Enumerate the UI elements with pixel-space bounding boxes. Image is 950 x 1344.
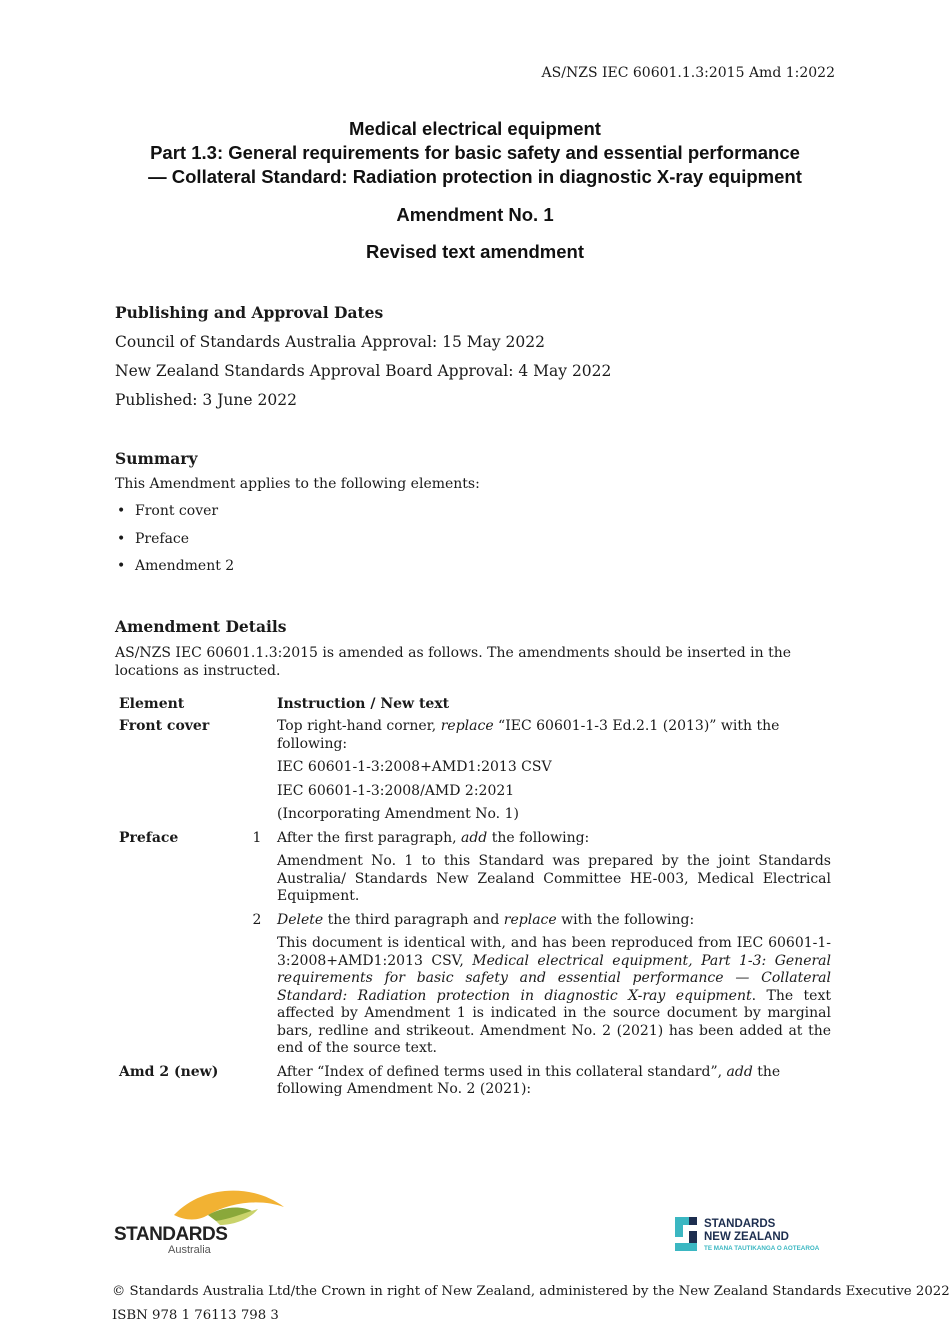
element-preface: Preface	[119, 829, 179, 846]
preface-item-number: 1	[252, 829, 262, 846]
preface-item-1-text: Amendment No. 1 to this Standard was prepared by the joint Standards Australia/ Standards New Zealand Committee HE-003, Medical Electrical Equipment.	[277, 853, 831, 904]
dates-section	[115, 302, 837, 415]
dates-heading: Publishing and Approval Dates	[115, 303, 384, 322]
table-row	[115, 827, 835, 851]
list-item: • Front cover	[115, 498, 837, 526]
front-cover-line-1: IEC 60601-1-3:2008+AMD1:2013 CSV	[277, 759, 552, 775]
column-header-instruction: Instruction / New text	[277, 696, 450, 712]
title-line-1: Medical electrical equipment	[349, 118, 601, 139]
amd-2-instruction: After “Index of defined terms used in this collateral standard”, add the following Amendment No. 2 (2021):	[277, 1063, 781, 1097]
footer	[112, 1280, 950, 1328]
details-section	[115, 617, 837, 680]
logos-row	[0, 1185, 950, 1260]
standards-new-zealand-logo	[675, 1215, 845, 1255]
table-row	[115, 850, 835, 909]
svg-text:Australia: Australia	[168, 1244, 211, 1255]
title-line-2: Part 1.3: General requirements for basic safety and essential performance	[150, 142, 800, 163]
element-amd-2: Amd 2 (new)	[119, 1063, 219, 1080]
front-cover-line-2: IEC 60601-1-3:2008/AMD 2:2021	[277, 782, 515, 799]
amendment-number: Amendment No. 1	[396, 204, 554, 225]
preface-item-2-text: This document is identical with, and has been reproduced from IEC 60601-1-3:2008+AMD1:2013 CSV, Medical electrical equipment, Part 1-3: General requirements for basic safety and essential performance — Collateral Standard: Radiation protection in diagnostic X-ray equipment. The text affected by Amendment 1 is indicated in the source document by marginal bars, redline and strikeout. Amendment No. 2 (2021) has been added at the end of the source text.	[277, 935, 831, 1056]
table-row	[115, 756, 835, 780]
standards-australia-logo	[112, 1185, 287, 1255]
council-approval: Council of Standards Australia Approval: 15 May 2022	[115, 333, 545, 351]
details-intro: AS/NZS IEC 60601.1.3:2015 is amended as follows. The amendments should be inserted in the locations as instructed.	[115, 645, 792, 679]
summary-heading: Summary	[115, 449, 198, 468]
table-row	[115, 803, 835, 827]
list-item: • Amendment 2	[115, 553, 837, 581]
table-row	[115, 1061, 835, 1102]
copyright-notice: © Standards Australia Ltd/the Crown in right of New Zealand, administered by the New Zealand Standards Executive 2022	[112, 1284, 950, 1299]
title-block	[0, 117, 950, 263]
table-row	[115, 909, 835, 933]
standard-reference: AS/NZS IEC 60601.1.3:2015 Amd 1:2022	[541, 65, 835, 81]
column-header-element: Element	[119, 696, 185, 712]
details-heading: Amendment Details	[115, 617, 287, 636]
preface-item-1-instruction: After the first paragraph, add the following:	[277, 829, 590, 846]
table-header-row	[115, 693, 835, 715]
preface-item-2-instruction: Delete the third paragraph and replace with the following:	[277, 911, 695, 928]
svg-text:STANDARDS: STANDARDS	[114, 1224, 228, 1245]
table-row	[115, 780, 835, 804]
summary-intro: This Amendment applies to the following elements:	[115, 476, 480, 492]
amendment-table	[115, 693, 835, 1102]
isbn: ISBN 978 1 76113 798 3	[112, 1308, 279, 1323]
element-front-cover: Front cover	[119, 718, 210, 734]
front-cover-instruction: Top right-hand corner, replace “IEC 60601-1-3 Ed.2.1 (2013)” with the following:	[277, 718, 780, 752]
table-row	[115, 932, 835, 1061]
svg-text:TE MANA TAUTIKANGA O AOTEAROA: TE MANA TAUTIKANGA O AOTEAROA	[704, 1245, 820, 1252]
list-item: • Preface	[115, 526, 837, 554]
front-cover-line-3: (Incorporating Amendment No. 1)	[277, 806, 519, 822]
svg-text:STANDARDS: STANDARDS	[704, 1218, 776, 1230]
revised-text-label: Revised text amendment	[366, 241, 584, 262]
table-row	[115, 715, 835, 756]
preface-item-number: 2	[252, 911, 262, 928]
summary-section	[115, 449, 837, 581]
published-date: Published: 3 June 2022	[115, 391, 297, 409]
title-line-3: — Collateral Standard: Radiation protection in diagnostic X-ray equipment	[148, 166, 802, 187]
svg-text:NEW ZEALAND: NEW ZEALAND	[704, 1231, 789, 1243]
nz-board-approval: New Zealand Standards Approval Board Approval: 4 May 2022	[115, 362, 612, 380]
summary-list	[115, 498, 837, 581]
